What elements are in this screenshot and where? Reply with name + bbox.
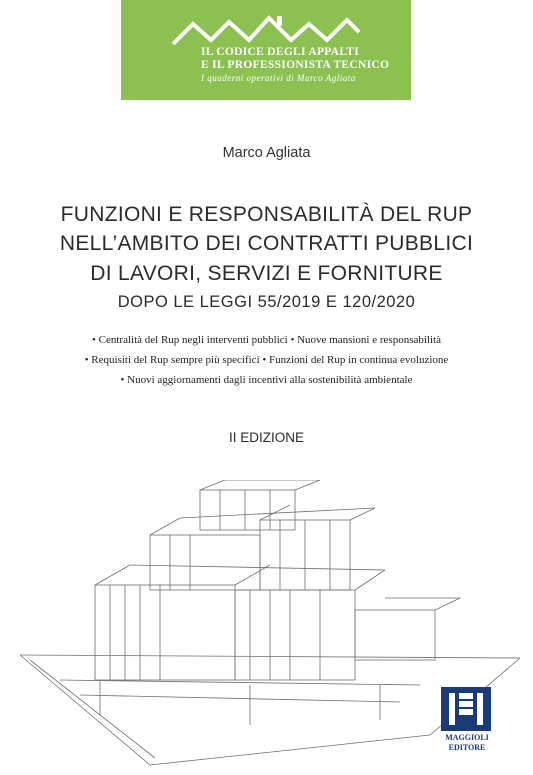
book-title-line1: FUNZIONI E RESPONSABILITÀ DEL RUP — [60, 203, 473, 226]
book-title-line3: DI LAVORI, SERVIZI E FORNITURE — [90, 262, 443, 285]
author-name: Marco Agliata — [222, 145, 311, 161]
series-title-line1: IL CODICE DEGLI APPALTI — [201, 46, 360, 58]
series-banner — [121, 0, 411, 100]
bullet-line: • Nuovi aggiornamenti dagli incentivi alla sostenibilità ambientale — [120, 374, 413, 386]
series-title-line2: E IL PROFESSIONISTA TECNICO — [201, 59, 390, 71]
book-subtitle: DOPO LE LEGGI 55/2019 E 120/2020 — [117, 293, 416, 311]
bullet-line: • Centralità del Rup negli interventi pubblici • Nuove mansioni e responsabilità — [92, 334, 441, 346]
series-subtitle: I quaderni operativi di Marco Agliata — [201, 73, 356, 83]
publisher-name: MAGGIOLI — [445, 733, 489, 742]
publisher-subname: EDITORE — [448, 743, 486, 752]
bullet-line: • Requisiti del Rup sempre più specifici • Funzioni del Rup in continua evoluzione — [84, 354, 449, 366]
edition-label: II EDIZIONE — [228, 430, 304, 445]
house-roof-icon — [171, 10, 361, 46]
book-title-line2: NELL’AMBITO DEI CONTRATTI PUBBLICI — [59, 232, 474, 255]
